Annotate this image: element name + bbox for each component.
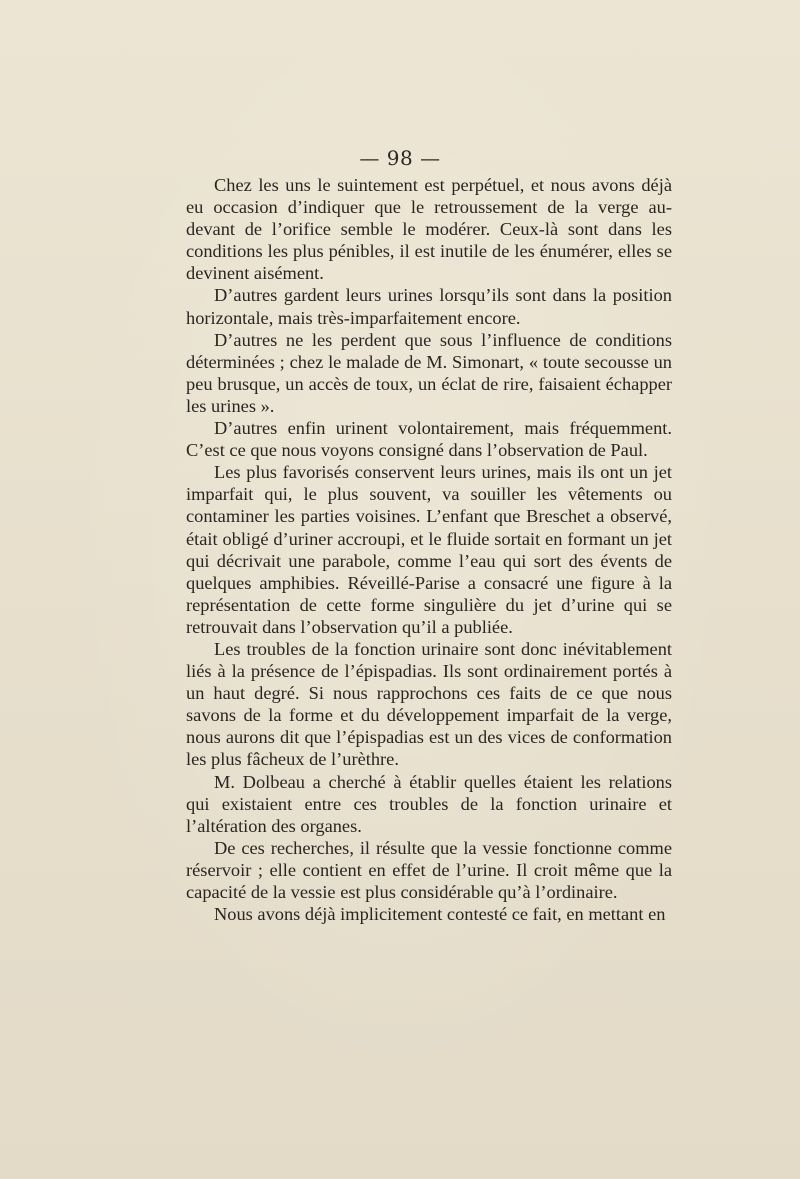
body-text (186, 174, 672, 925)
paragraph: D’autres ne les perdent que sous l’influence de conditions déterminées ; chez le malade de M. Simonart, « toute secousse un peu brusque, un accès de toux, un éclat de rire, faisaient échapper les urines ». (186, 329, 672, 416)
paragraph: Nous avons déjà implicitement contesté ce fait, en mettant en (214, 904, 666, 925)
paragraph: M. Dolbeau a cherché à établir quelles étaient les relations qui existaient entre ces troubles de la fonction urinaire et l’altération des organes. (186, 771, 672, 836)
paragraph: De ces recherches, il résulte que la vessie fonctionne comme réservoir ; elle contient en effet de l’urine. Il croit même que la capacité de la vessie est plus considérable qu’à l’ordinaire. (186, 837, 672, 902)
page-number: — 98 — (359, 146, 441, 170)
paragraph: D’autres enfin urinent volontairement, mais fréquemment. C’est ce que nous voyons consigné dans l’observation de Paul. (186, 418, 672, 461)
paragraph: D’autres gardent leurs urines lorsqu’ils sont dans la position horizontale, mais très-imparfaitement encore. (186, 285, 672, 328)
paragraph: Les troubles de la fonction urinaire sont donc inévitablement liés à la présence de l’épispadias. Ils sont ordinairement portés à un haut degré. Si nous rapprochons ces faits de ce que nous savons de la forme et du développement imparfait de la verge, nous aurons dit que l’épispadias est un des vices de conformation les plus fâcheux de l’urèthre. (186, 638, 672, 770)
paragraph: Chez les uns le suintement est perpétuel, et nous avons déjà eu occasion d’indiquer que le retroussement de la verge au-devant de l’orifice semble le modérer. Ceux-là sont dans les conditions les plus pénibles, il est inutile de les énumérer, elles se devinent aisément. (186, 175, 672, 284)
paragraph: Les plus favorisés conservent leurs urines, mais ils ont un jet imparfait qui, le plus souvent, va souiller les vêtements ou contaminer les parties voisines. L’enfant que Breschet a observé, était obligé d’uriner accroupi, et le fluide sortait en formant un jet qui décrivait une parabole, comme l’eau qui sort des évents de quelques amphibies. Réveillé-Parise a consacré une figure à la représentation de cette forme singulière du jet d’urine qui se retrouvait dans l’observation qu’il a publiée. (186, 462, 672, 637)
